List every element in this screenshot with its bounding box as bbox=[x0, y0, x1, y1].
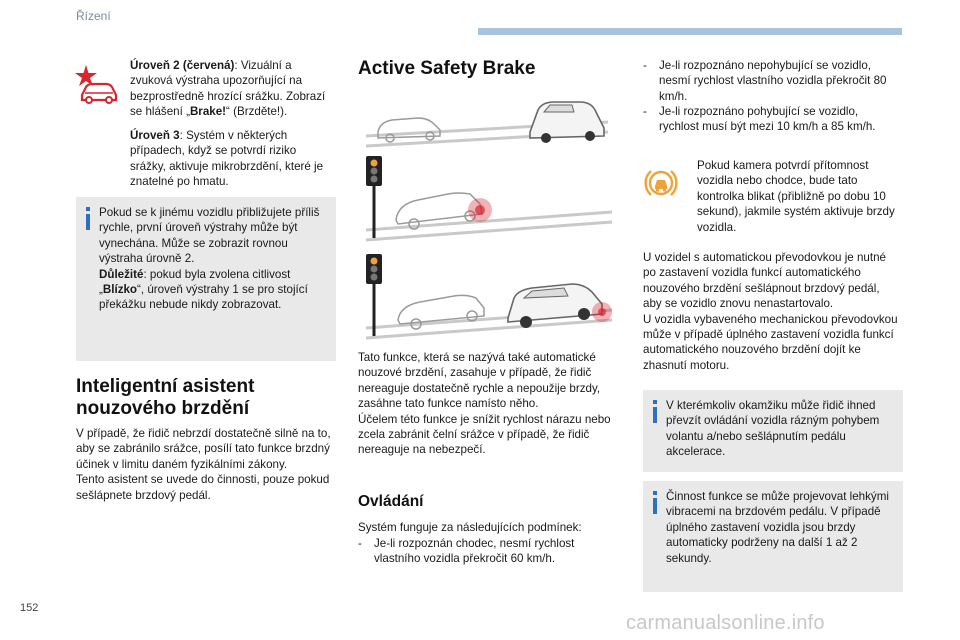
note-box-sensitivity bbox=[76, 197, 336, 361]
ovladani-heading: Ovládání bbox=[358, 493, 424, 510]
assist-text2: Tento asistent se uvede do činnosti, pouze pokud sešlápnete brzdový pedál. bbox=[76, 473, 330, 502]
brake-message: Brake! bbox=[189, 105, 227, 119]
page-number: 152 bbox=[20, 602, 39, 614]
note-box-vibration bbox=[643, 481, 903, 592]
note-vibration-text: Činnost funkce se může projevovat lehkými vibracemi na brzdovém pedálu. V případě úplného zastavení vozidla jsou brzdy automaticky podrženy na další 1 až 2 sekundy. bbox=[666, 490, 889, 565]
condition-moving: - Je-li rozpoznáno pohybující se vozidlo, rychlost musí být mezi 10 km/h a 85 km/h. bbox=[643, 104, 893, 135]
note-important-label: Důležité bbox=[99, 267, 144, 281]
car-icon bbox=[530, 102, 604, 143]
asb-description bbox=[358, 350, 622, 458]
camera-paragraph: Pokud kamera potvrdí přítomnost vozidla nebo chodce, bude tato kontrolka blikat (přibližně po dobu 10 sekund), jakmile systém aktivuje brzdy vozidla. bbox=[697, 159, 895, 234]
assist-title-line1: Inteligentní asistent bbox=[76, 376, 255, 397]
condition-pedestrian: - Je-li rozpoznán chodec, nesmí rychlost vlastního vozidla překročit 60 km/h. bbox=[358, 536, 622, 567]
assist-title-line2: nouzového brzdění bbox=[76, 398, 250, 419]
note-text bbox=[99, 205, 325, 313]
level3-label: Úroveň 3 bbox=[130, 129, 180, 142]
assist-text1: V případě, že řidič nebrzdí dostatečně silně na to, aby se zabránilo srážce, posílí tato funkce brzdný účinek v limitu daném fyzikálními zákony. bbox=[76, 427, 331, 471]
level2-text2: “ (Brzděte!). bbox=[226, 105, 288, 119]
illustration-traffic-light-car bbox=[358, 154, 620, 246]
level2-paragraph bbox=[130, 58, 330, 120]
level3-paragraph bbox=[130, 128, 330, 190]
level2-label: Úroveň 2 (červená) bbox=[130, 59, 235, 72]
note-text1: Pokud se k jinému vozidlu přibližujete příliš rychle, první úroveň výstrahy může být vynechána. Může se zobrazit rovnou výstraha úrovně 2. bbox=[99, 206, 320, 266]
note-box-override bbox=[643, 390, 903, 472]
level2-text1: : Vizuální a zvuková výstraha upozorňující na bezprostředně hrozící srážku. Zobrazí se hlášení „ bbox=[130, 59, 326, 119]
level3-text: : Systém v některých případech, když se potvrdí riziko srážky, aktivuje mikrobrzdění, které je znatelné po hmatu. bbox=[130, 129, 324, 189]
section-header: Řízení bbox=[76, 9, 111, 23]
condition-stationary: - Je-li rozpoznáno nepohybující se vozidlo, nesmí rychlost vlastního vozidla překročit 80 km/h. bbox=[643, 58, 893, 104]
condition-pedestrian-text: Je-li rozpoznán chodec, nesmí rychlost vlastního vozidla překročit 60 km/h. bbox=[374, 537, 575, 566]
info-icon bbox=[86, 207, 90, 231]
asb-desc2: Účelem této funkce je snížit rychlost nárazu nebo zcela zabránit čelní srážce v případě, že řidič nereaguje na nebezpečí. bbox=[358, 412, 611, 457]
auto-transmission-text: U vozidel s automatickou převodovkou je nutné po zastavení vozidla funkcí automatického nouzového brzdění sešlápnout brzdový pedál, aby se vozidlo znovu nenastartovalo. bbox=[643, 251, 886, 311]
info-icon bbox=[653, 400, 657, 424]
note-text2: : pokud byla zvolena citlivost „ bbox=[99, 267, 291, 297]
illustration-two-cars bbox=[358, 92, 620, 154]
assist-title bbox=[76, 376, 336, 420]
condition-moving-text: Je-li rozpoznáno pohybující se vozidlo, rychlost musí být mezi 10 km/h a 85 km/h. bbox=[659, 105, 876, 134]
note-close-label: Blízko bbox=[102, 283, 138, 297]
active-safety-brake-title: Active Safety Brake bbox=[358, 58, 536, 79]
transmission-paragraph bbox=[643, 250, 901, 373]
header-bar bbox=[478, 28, 902, 35]
manual-transmission-text: U vozidla vybaveného mechanickou převodovkou může v případě úplného zastavení vozidla funkcí automatického nouzového brzdění dojít ke zhasnutí motoru. bbox=[643, 312, 898, 372]
collision-alert-icon bbox=[72, 62, 120, 104]
note-override-text: V kterémkoliv okamžiku může řidič ihned převzít ovládání vozidla rázným pohybem volantu a/nebo sešlápnutím pedálu akcelerace. bbox=[666, 399, 880, 459]
active-brake-warning-icon bbox=[644, 166, 678, 200]
condition-stationary-text: Je-li rozpoznáno nepohybující se vozidlo, nesmí rychlost vlastního vozidla překročit 80 km/h. bbox=[659, 59, 887, 103]
traffic-light-icon bbox=[366, 254, 382, 336]
info-icon bbox=[653, 491, 657, 515]
assist-paragraph bbox=[76, 426, 338, 503]
watermark: carmanualsonline.info bbox=[626, 612, 825, 634]
traffic-light-icon bbox=[366, 156, 382, 238]
illustration-braking bbox=[358, 252, 620, 344]
note-text3: “, úroveň výstrahy 1 se pro stojící překážku nebude nikdy zobrazovat. bbox=[99, 283, 308, 312]
asb-desc1: Tato funkce, která se nazývá také automatické nouzové brzdění, zasahuje v případě, že řidič nereaguje dostatečně rychle a nepoužije brzdy, zasáhne tato funkce namísto něho. bbox=[358, 351, 601, 411]
conditions-intro: Systém funguje za následujících podmínek: bbox=[358, 521, 582, 534]
